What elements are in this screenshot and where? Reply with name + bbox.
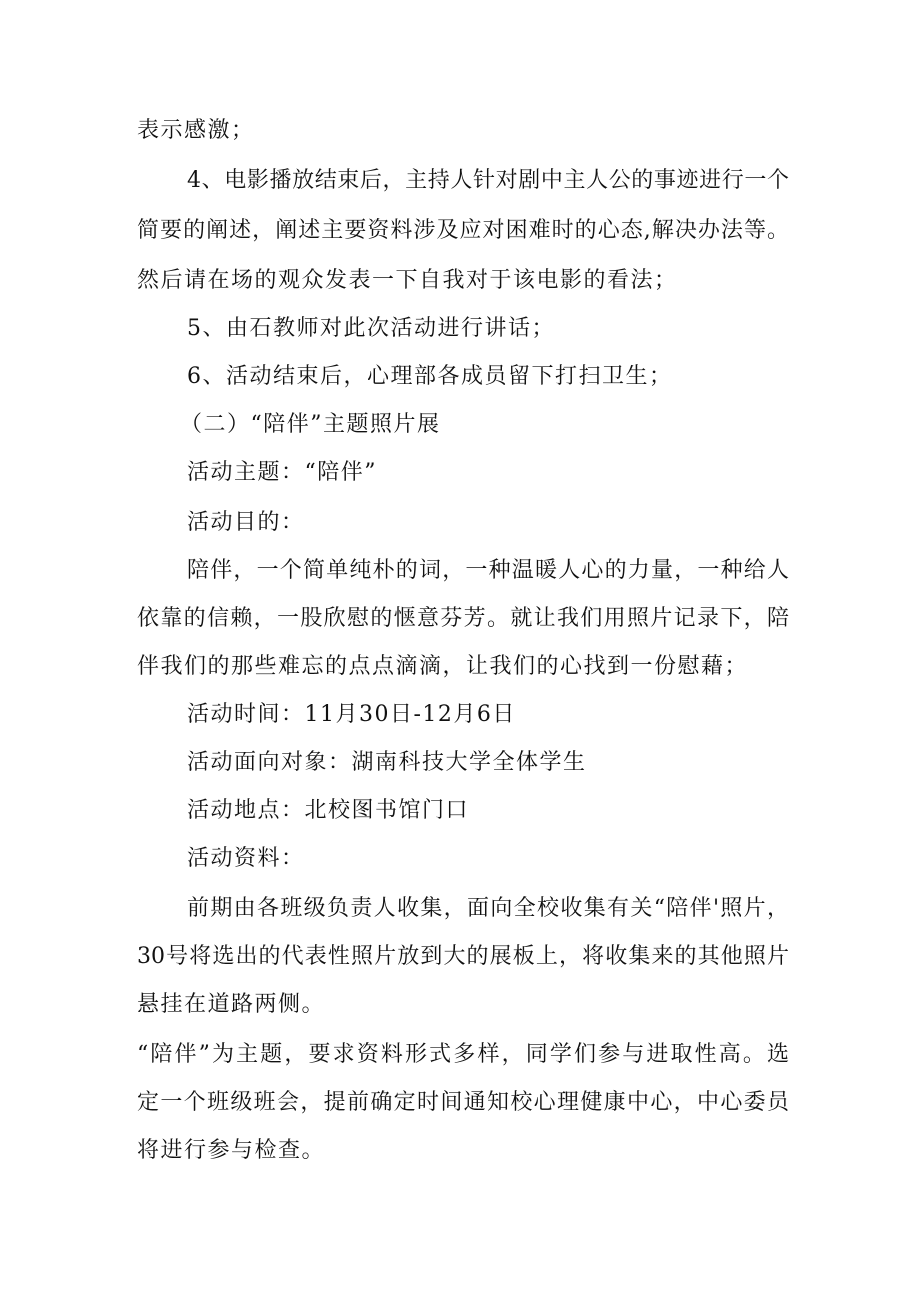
purpose-paragraph-line: 陪伴，一个简单纯朴的词，一种温暖人心的力量，一种给人 (187, 558, 789, 583)
materials-paragraph-line: 悬挂在道路两侧。 (137, 992, 326, 1017)
activity-location: 活动地点：北校图书馆门口 (187, 798, 470, 823)
activity-materials-label: 活动资料： (187, 846, 305, 871)
list-item-5: 5、由石教师对此次活动进行讲话； (187, 316, 555, 341)
activity-time: 活动时间：11月30日-12月6日 (187, 702, 516, 727)
activity-audience: 活动面向对象：湖南科技大学全体学生 (187, 750, 587, 775)
activity-theme: 活动主题：“陪伴” (187, 460, 377, 485)
purpose-paragraph-line: 依靠的信赖，一股欣慰的惬意芬芳。就让我们用照片记录下，陪 (137, 606, 789, 631)
purpose-paragraph-line: 伴我们的那些难忘的点点滴滴，让我们的心找到一份慰藉； (137, 654, 749, 679)
text-line: 表示感激； (137, 118, 255, 143)
activity-purpose-label: 活动目的： (187, 510, 305, 535)
list-item-6: 6、活动结束后，心理部各成员留下打扫卫生； (187, 364, 673, 389)
text-line: “陪伴”为主题，要求资料形式多样，同学们参与进取性高。选 (137, 1042, 789, 1067)
materials-paragraph-line: 30号将选出的代表性照片放到大的展板上，将收集来的其他照片 (137, 944, 789, 969)
section-heading: （二）“陪伴”主题照片展 (180, 412, 441, 437)
materials-paragraph-line: 前期由各班级负责人收集，面向全校收集有关“陪伴'照片， (187, 896, 789, 921)
text-line: 简要的阐述，阐述主要资料涉及应对困难时的心态,解决办法等。 (137, 218, 789, 243)
text-line: 然后请在场的观众发表一下自我对于该电影的看法； (137, 268, 678, 293)
text-line: 将进行参与检查。 (137, 1138, 326, 1163)
list-item-4: 4、电影播放结束后，主持人针对剧中主人公的事迹进行一个 (187, 168, 789, 193)
text-line: 定一个班级班会，提前确定时间通知校心理健康中心，中心委员 (137, 1090, 789, 1115)
